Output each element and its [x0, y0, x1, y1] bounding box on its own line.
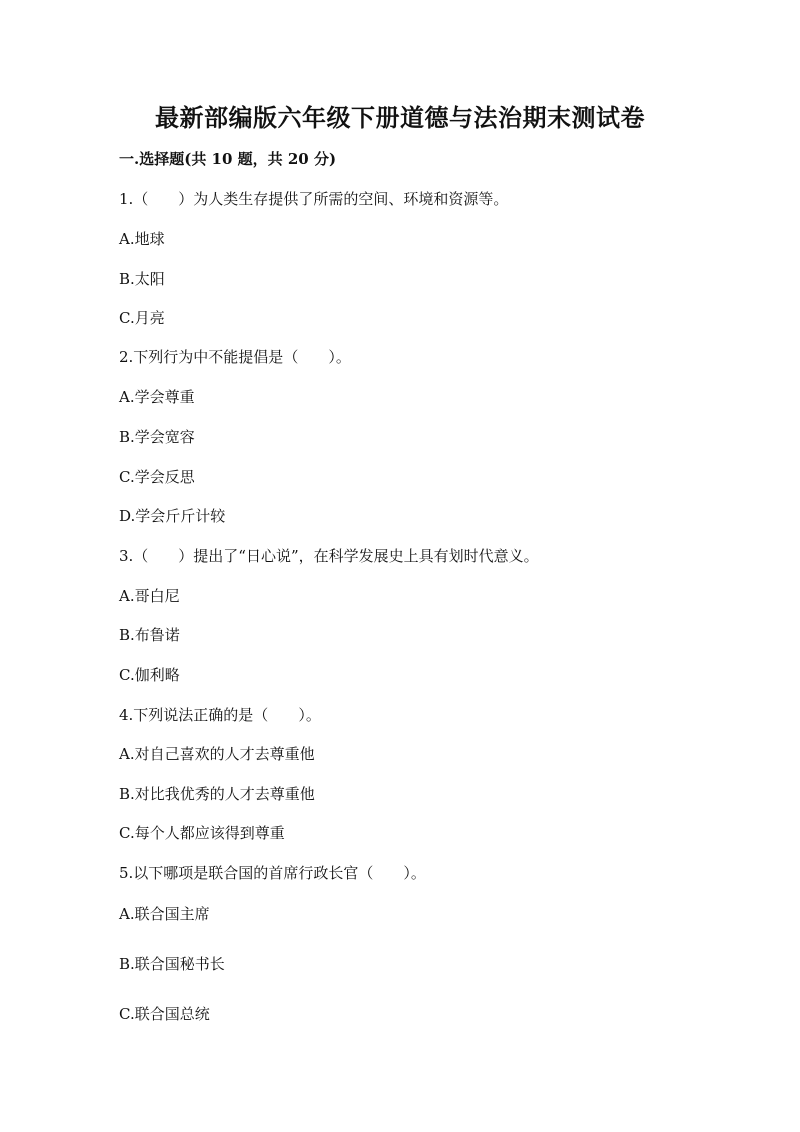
- question-1-option-a: A.地球: [119, 230, 165, 248]
- question-3-option-b: B.布鲁诺: [119, 626, 180, 644]
- question-5-stem: 5.以下哪项是联合国的首席行政长官（ ）。: [119, 864, 426, 882]
- question-3-option-a: A.哥白尼: [119, 587, 180, 605]
- question-5-option-b: B.联合国秘书长: [119, 955, 225, 973]
- question-5-option-c: C.联合国总统: [119, 1005, 210, 1023]
- question-4-option-c: C.每个人都应该得到尊重: [119, 824, 285, 842]
- question-3-option-c: C.伽利略: [119, 666, 180, 684]
- question-4-option-a: A.对自己喜欢的人才去尊重他: [119, 745, 315, 763]
- question-2-option-b: B.学会宽容: [119, 428, 195, 446]
- question-2-option-a: A.学会尊重: [119, 388, 195, 406]
- question-4-option-b: B.对比我优秀的人才去尊重他: [119, 785, 315, 803]
- question-3-stem: 3.（ ）提出了“日心说”，在科学发展史上具有划时代意义。: [119, 547, 539, 565]
- question-4-stem: 4.下列说法正确的是（ ）。: [119, 706, 321, 724]
- question-2-option-d: D.学会斤斤计较: [119, 507, 226, 525]
- question-1-option-c: C.月亮: [119, 309, 165, 327]
- question-2-option-c: C.学会反思: [119, 468, 195, 486]
- section-header: 一.选择题(共 10 题，共 20 分): [119, 150, 337, 168]
- document-title: 最新部编版六年级下册道德与法治期末测试卷: [155, 103, 645, 132]
- question-1-option-b: B.太阳: [119, 270, 165, 288]
- question-2-stem: 2.下列行为中不能提倡是（ ）。: [119, 348, 351, 366]
- question-5-option-a: A.联合国主席: [119, 905, 210, 923]
- question-1-stem: 1.（ ）为人类生存提供了所需的空间、环境和资源等。: [119, 190, 509, 208]
